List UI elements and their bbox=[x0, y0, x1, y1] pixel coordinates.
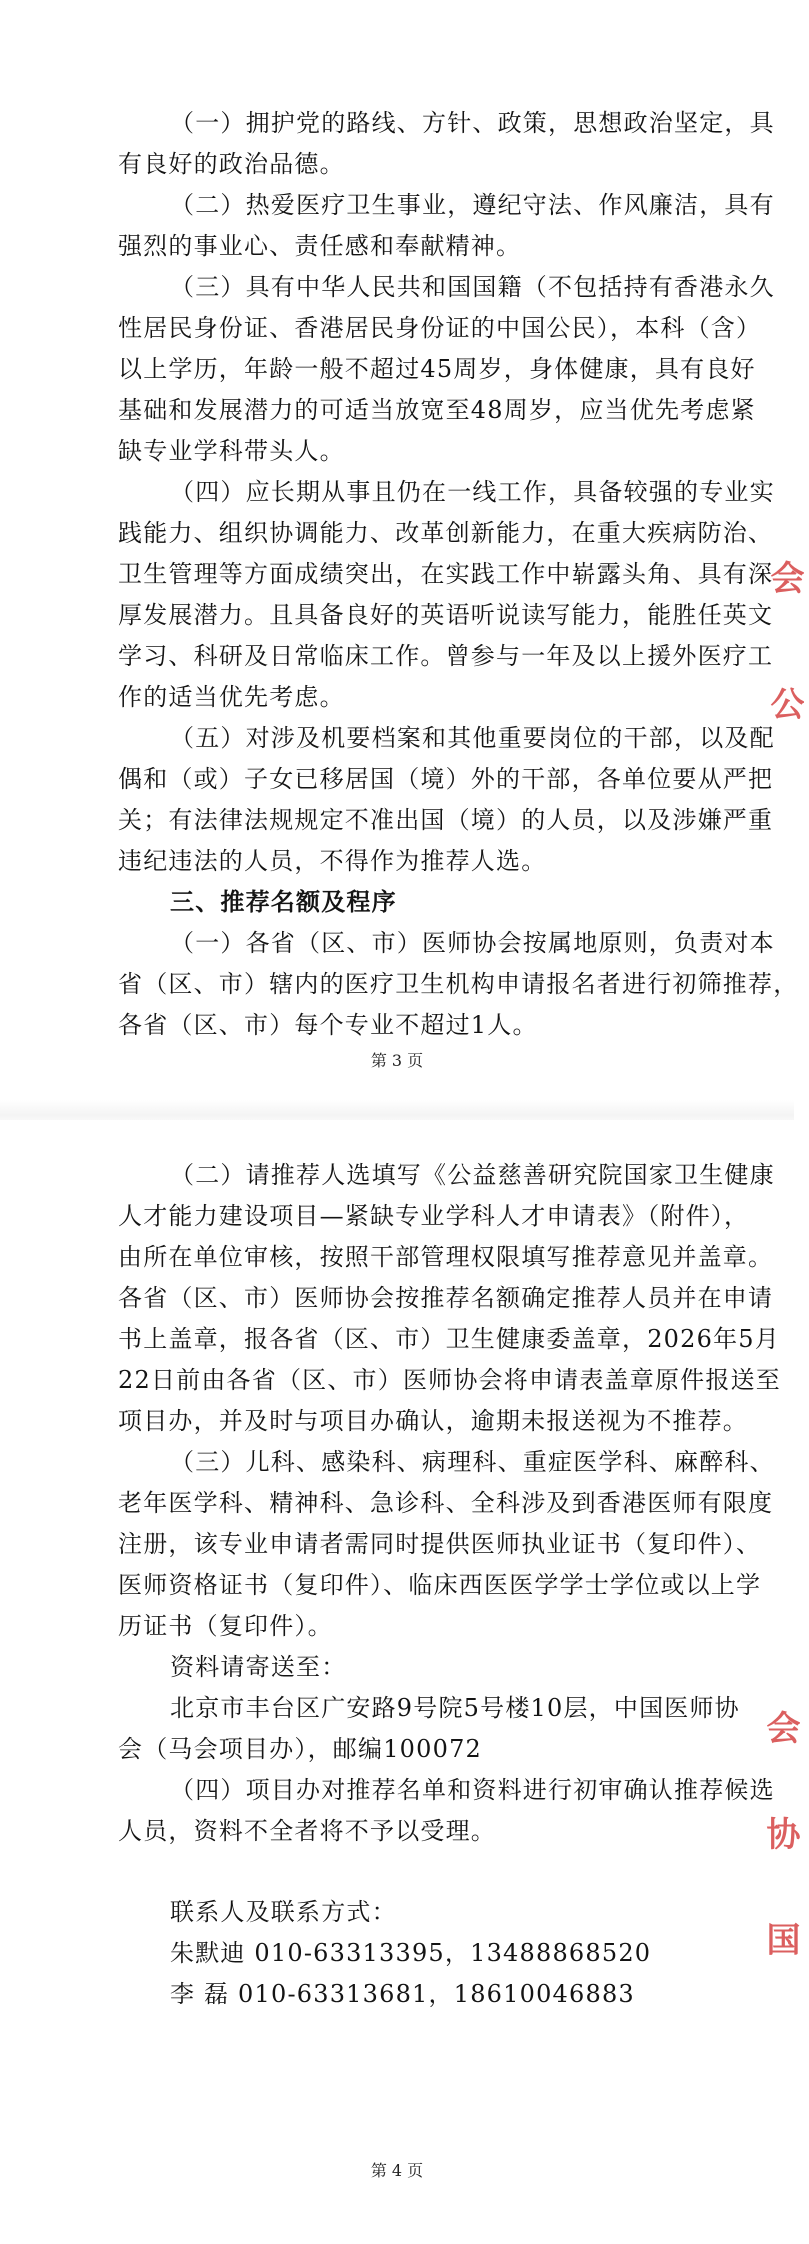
paragraph-line: 基础和发展潜力的可适当放宽至48周岁，应当优先考虑紧 bbox=[118, 396, 756, 424]
paragraph-line: （三）儿科、感染科、病理科、重症医学科、麻醉科、 bbox=[170, 1448, 775, 1476]
contact-label: 联系人及联系方式： bbox=[170, 1898, 397, 1926]
address-line: 会（马会项目办），邮编100072 bbox=[118, 1735, 483, 1763]
paragraph-line: （一）各省（区、市）医师协会按属地原则，负责对本 bbox=[170, 929, 775, 957]
paragraph-line: 缺专业学科带头人。 bbox=[118, 437, 345, 465]
paragraph-line: 人员，资料不全者将不予以受理。 bbox=[118, 1817, 496, 1845]
paragraph-line: 有良好的政治品德。 bbox=[118, 150, 345, 178]
paragraph-line: 学习、科研及日常临床工作。曾参与一年及以上援外医疗工 bbox=[118, 642, 774, 670]
paragraph-line: 违纪违法的人员，不得作为推荐人选。 bbox=[118, 847, 547, 875]
paragraph-line: 践能力、组织协调能力、改革创新能力，在重大疾病防治、 bbox=[118, 519, 774, 547]
paragraph-line: 由所在单位审核，按照干部管理权限填写推荐意见并盖章。 bbox=[118, 1243, 774, 1271]
page-number: 第 3 页 bbox=[370, 1051, 424, 1070]
mail-label: 资料请寄送至： bbox=[170, 1653, 347, 1681]
paragraph-line: 书上盖章，报各省（区、市）卫生健康委盖章，2026年5月 bbox=[118, 1325, 780, 1353]
paragraph-line: 偶和（或）子女已移居国（境）外的干部，各单位要从严把 bbox=[118, 765, 774, 793]
paragraph-line: 性居民身份证、香港居民身份证的中国公民），本科（含） bbox=[118, 314, 762, 342]
paragraph-line: 历证书（复印件）。 bbox=[118, 1612, 333, 1640]
paragraph-line: 22日前由各省（区、市）医师协会将申请表盖章原件报送至 bbox=[118, 1366, 781, 1394]
paragraph-line: 作的适当优先考虑。 bbox=[118, 683, 345, 711]
paragraph-line: （五）对涉及机要档案和其他重要岗位的干部，以及配 bbox=[170, 724, 775, 752]
paragraph-line: 项目办，并及时与项目办确认，逾期未报送视为不推荐。 bbox=[118, 1407, 748, 1435]
paragraph-line: 以上学历，年龄一般不超过45周岁，身体健康，具有良好 bbox=[118, 355, 756, 383]
section-heading: 三、推荐名额及程序 bbox=[170, 887, 397, 916]
contact-line: 朱默迪 010-63313395，13488868520 bbox=[170, 1939, 652, 1967]
document-page-4 bbox=[0, 1120, 800, 2244]
paragraph-line: 人才能力建设项目—紧缺专业学科人才申请表》（附件）， bbox=[118, 1202, 750, 1230]
seal-stamp-fragment: 会 公 bbox=[764, 560, 804, 760]
paragraph-line: （二）请推荐人选填写《公益慈善研究院国家卫生健康 bbox=[170, 1161, 775, 1189]
paragraph-line: 老年医学科、精神科、急诊科、全科涉及到香港医师有限度 bbox=[118, 1489, 774, 1517]
paragraph-line: 强烈的事业心、责任感和奉献精神。 bbox=[118, 232, 522, 260]
paragraph-line: 省（区、市）辖内的医疗卫生机构申请报名者进行初筛推荐， bbox=[118, 970, 799, 998]
page-number: 第 4 页 bbox=[370, 2161, 424, 2180]
address-line: 北京市丰台区广安路9号院5号楼10层，中国医师协 bbox=[170, 1694, 740, 1722]
paragraph-line: （二）热爱医疗卫生事业，遵纪守法、作风廉洁，具有 bbox=[170, 191, 775, 219]
document-page-3 bbox=[0, 0, 804, 1120]
paragraph-line: 注册，该专业申请者需同时提供医师执业证书（复印件）、 bbox=[118, 1530, 762, 1558]
seal-stamp-fragment: 会 协 国 bbox=[760, 1710, 800, 1986]
paragraph-line: 厚发展潜力。且具备良好的英语听说读写能力，能胜任英文 bbox=[118, 601, 774, 629]
paragraph-line: （一）拥护党的路线、方针、政策，思想政治坚定，具 bbox=[170, 109, 775, 137]
paragraph-line: 医师资格证书（复印件）、临床西医医学学士学位或以上学 bbox=[118, 1571, 762, 1599]
paragraph-line: （三）具有中华人民共和国国籍（不包括持有香港永久 bbox=[170, 273, 775, 301]
paragraph-line: 各省（区、市）医师协会按推荐名额确定推荐人员并在申请 bbox=[118, 1284, 774, 1312]
paragraph-line: 关；有法律法规规定不准出国（境）的人员，以及涉嫌严重 bbox=[118, 806, 774, 834]
paragraph-line: 各省（区、市）每个专业不超过1人。 bbox=[118, 1011, 538, 1039]
contact-line: 李 磊 010-63313681，18610046883 bbox=[170, 1980, 635, 2008]
paragraph-line: 卫生管理等方面成绩突出，在实践工作中崭露头角、具有深 bbox=[118, 560, 774, 588]
paragraph-line: （四）项目办对推荐名单和资料进行初审确认推荐候选 bbox=[170, 1776, 775, 1804]
paragraph-line: （四）应长期从事且仍在一线工作，具备较强的专业实 bbox=[170, 478, 775, 506]
